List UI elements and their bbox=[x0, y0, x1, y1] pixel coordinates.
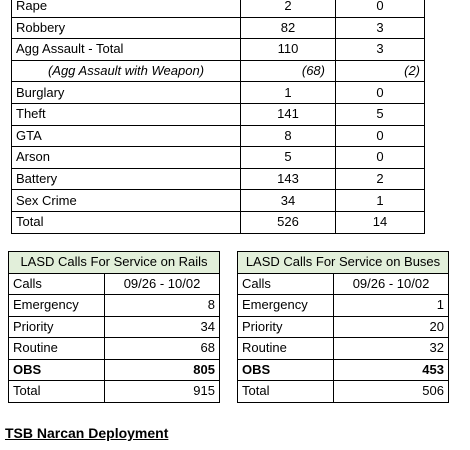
row-value-1: 5 bbox=[241, 147, 336, 169]
table-row bbox=[12, 103, 425, 125]
rails-calls-table bbox=[8, 251, 220, 403]
table-row bbox=[12, 190, 425, 212]
table-row bbox=[12, 125, 425, 147]
table-row bbox=[12, 147, 425, 169]
buses-calls-table bbox=[237, 251, 449, 403]
row-label: GTA bbox=[12, 125, 241, 147]
row-value-2: 0 bbox=[336, 82, 425, 104]
row-label: Priority bbox=[9, 316, 105, 338]
row-value: 8 bbox=[105, 295, 220, 317]
row-value-1: 143 bbox=[241, 168, 336, 190]
row-value-2: 3 bbox=[336, 39, 425, 61]
row-label: Battery bbox=[12, 168, 241, 190]
section-heading: TSB Narcan Deployment bbox=[5, 425, 169, 441]
row-value: 68 bbox=[105, 338, 220, 360]
row-value: 453 bbox=[334, 359, 449, 381]
row-value-1: 34 bbox=[241, 190, 336, 212]
table-row-total bbox=[238, 381, 449, 403]
row-label: Burglary bbox=[12, 82, 241, 104]
row-value: 20 bbox=[334, 316, 449, 338]
table-header-row bbox=[238, 273, 449, 295]
table-title: LASD Calls For Service on Buses bbox=[238, 252, 449, 274]
row-label: Rape bbox=[12, 0, 241, 17]
table-row bbox=[238, 359, 449, 381]
row-value-1: (68) bbox=[241, 60, 336, 82]
table-row bbox=[12, 168, 425, 190]
table-row bbox=[9, 338, 220, 360]
table-row-subtotal bbox=[12, 60, 425, 82]
table-row bbox=[238, 316, 449, 338]
row-value-1: 8 bbox=[241, 125, 336, 147]
table-row bbox=[12, 82, 425, 104]
row-value-2: 2 bbox=[336, 168, 425, 190]
header-label: Calls bbox=[238, 273, 334, 295]
row-value-1: 82 bbox=[241, 17, 336, 39]
row-value: 915 bbox=[105, 381, 220, 403]
header-date-range: 09/26 - 10/02 bbox=[334, 273, 449, 295]
row-value-2: (2) bbox=[336, 60, 425, 82]
row-value-1: 526 bbox=[241, 211, 336, 233]
row-value-2: 14 bbox=[336, 211, 425, 233]
row-label: Theft bbox=[12, 103, 241, 125]
table-row bbox=[9, 316, 220, 338]
row-label: OBS bbox=[9, 359, 105, 381]
row-label: Emergency bbox=[9, 295, 105, 317]
row-label: Sex Crime bbox=[12, 190, 241, 212]
table-row bbox=[12, 39, 425, 61]
row-label: Total bbox=[238, 381, 334, 403]
table-row bbox=[12, 0, 425, 17]
row-value-1: 2 bbox=[241, 0, 336, 17]
row-label: Emergency bbox=[238, 295, 334, 317]
row-label: Arson bbox=[12, 147, 241, 169]
row-label: OBS bbox=[238, 359, 334, 381]
row-value: 805 bbox=[105, 359, 220, 381]
row-label: Priority bbox=[238, 316, 334, 338]
row-value-2: 0 bbox=[336, 147, 425, 169]
row-value: 1 bbox=[334, 295, 449, 317]
crime-stats-table bbox=[11, 0, 425, 234]
row-label: Routine bbox=[9, 338, 105, 360]
table-row-total bbox=[12, 211, 425, 233]
table-header-row bbox=[9, 273, 220, 295]
table-title-row bbox=[9, 252, 220, 274]
row-value-2: 3 bbox=[336, 17, 425, 39]
table-row bbox=[238, 338, 449, 360]
header-date-range: 09/26 - 10/02 bbox=[105, 273, 220, 295]
row-label: Routine bbox=[238, 338, 334, 360]
row-label: Total bbox=[12, 211, 241, 233]
row-label: Agg Assault - Total bbox=[12, 39, 241, 61]
row-value-2: 0 bbox=[336, 125, 425, 147]
table-row bbox=[9, 359, 220, 381]
header-label: Calls bbox=[9, 273, 105, 295]
table-title: LASD Calls For Service on Rails bbox=[9, 252, 220, 274]
row-value-1: 1 bbox=[241, 82, 336, 104]
table-row-total bbox=[9, 381, 220, 403]
row-label: Total bbox=[9, 381, 105, 403]
row-label: (Agg Assault with Weapon) bbox=[12, 60, 241, 82]
table-row bbox=[12, 17, 425, 39]
row-value-2: 5 bbox=[336, 103, 425, 125]
row-value-1: 141 bbox=[241, 103, 336, 125]
table-row bbox=[238, 295, 449, 317]
row-value-1: 110 bbox=[241, 39, 336, 61]
table-title-row bbox=[238, 252, 449, 274]
row-value-2: 0 bbox=[336, 0, 425, 17]
row-value: 32 bbox=[334, 338, 449, 360]
row-value: 506 bbox=[334, 381, 449, 403]
table-row bbox=[9, 295, 220, 317]
row-value: 34 bbox=[105, 316, 220, 338]
row-label: Robbery bbox=[12, 17, 241, 39]
row-value-2: 1 bbox=[336, 190, 425, 212]
